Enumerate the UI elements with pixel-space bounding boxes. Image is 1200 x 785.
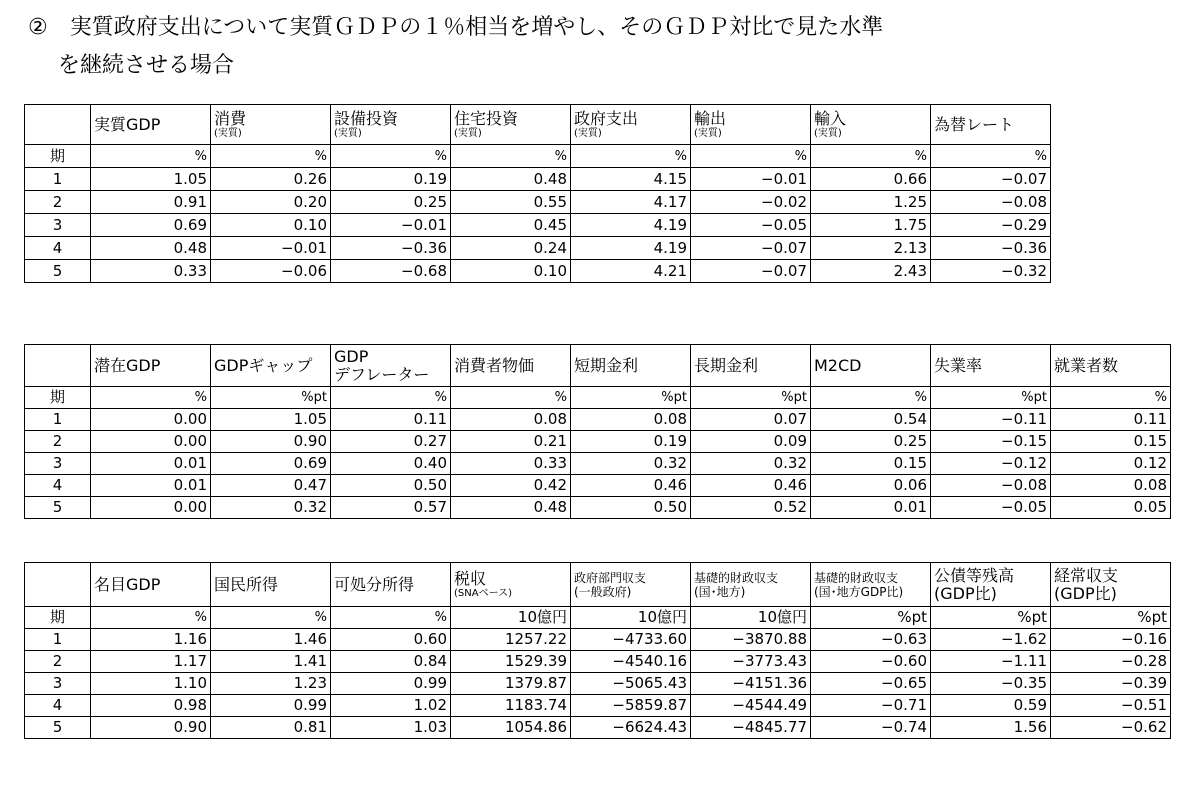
period-label: 期 <box>25 145 91 168</box>
unit-cell: %pt <box>691 387 811 409</box>
value-cell: 0.48 <box>91 237 211 260</box>
value-cell: 0.99 <box>331 673 451 695</box>
title-line-1: ② 実質政府支出について実質ＧＤＰの１％相当を増やし、そのＧＤＰ対比で見た水準 <box>28 15 884 40</box>
value-cell: 0.32 <box>211 497 331 519</box>
value-cell: 0.66 <box>811 168 931 191</box>
table-row <box>25 409 1171 431</box>
unit-cell: % <box>691 145 811 168</box>
value-cell: 0.08 <box>451 409 571 431</box>
period-cell: 4 <box>25 237 91 260</box>
value-cell: −0.51 <box>1051 695 1171 717</box>
table-row <box>25 497 1171 519</box>
column-header-label-2: (GDP比) <box>934 584 997 603</box>
value-cell: 0.06 <box>811 475 931 497</box>
period-cell: 5 <box>25 260 91 283</box>
value-cell: −3870.88 <box>691 629 811 651</box>
value-cell: 1.05 <box>211 409 331 431</box>
unit-cell: 10億円 <box>571 607 691 629</box>
column-header-label: 政府部門収支 <box>574 570 647 585</box>
column-header <box>931 345 1051 387</box>
table-row <box>25 191 1051 214</box>
column-header <box>211 105 331 145</box>
unit-cell: % <box>811 145 931 168</box>
corner-cell <box>25 345 91 387</box>
value-cell: 1.16 <box>91 629 211 651</box>
column-header <box>691 345 811 387</box>
value-cell: −4544.49 <box>691 695 811 717</box>
value-cell: 1.56 <box>931 717 1051 739</box>
unit-cell: % <box>451 145 571 168</box>
value-cell: 0.46 <box>691 475 811 497</box>
value-cell: 0.84 <box>331 651 451 673</box>
value-cell: −0.28 <box>1051 651 1171 673</box>
column-header <box>691 563 811 607</box>
value-cell: 1.23 <box>211 673 331 695</box>
table-prices-labor <box>24 344 1171 519</box>
column-header-label: 輸出 <box>694 109 727 128</box>
value-cell: 0.81 <box>211 717 331 739</box>
unit-cell: % <box>91 145 211 168</box>
value-cell: 1.41 <box>211 651 331 673</box>
column-header <box>811 105 931 145</box>
column-header-sublabel: (実質) <box>214 128 242 139</box>
page-title <box>28 14 1188 80</box>
value-cell: 0.20 <box>211 191 331 214</box>
value-cell: −0.08 <box>931 475 1051 497</box>
value-cell: 0.08 <box>1051 475 1171 497</box>
unit-cell: % <box>211 145 331 168</box>
value-cell: 2.43 <box>811 260 931 283</box>
value-cell: 1.17 <box>91 651 211 673</box>
column-header-label: 輸入 <box>814 109 847 128</box>
unit-row <box>25 387 1171 409</box>
value-cell: 0.25 <box>331 191 451 214</box>
column-header-label: 基礎的財政収支 <box>694 570 779 585</box>
value-cell: −0.36 <box>331 237 451 260</box>
column-header <box>931 563 1051 607</box>
column-header <box>691 105 811 145</box>
column-header <box>91 105 211 145</box>
value-cell: 0.24 <box>451 237 571 260</box>
column-header-label: 国民所得 <box>214 574 279 594</box>
corner-cell <box>25 105 91 145</box>
value-cell: 0.00 <box>91 497 211 519</box>
value-cell: 0.11 <box>1051 409 1171 431</box>
column-header-label: GDP <box>334 347 369 366</box>
column-header <box>91 563 211 607</box>
period-cell: 2 <box>25 431 91 453</box>
value-cell: 0.54 <box>811 409 931 431</box>
period-cell: 1 <box>25 168 91 191</box>
title-line-2: を継続させる場合 <box>58 53 235 78</box>
unit-cell: % <box>91 387 211 409</box>
value-cell: 0.00 <box>91 431 211 453</box>
value-cell: 1.46 <box>211 629 331 651</box>
table-row <box>25 717 1171 739</box>
column-header-label-2: (国･地方GDP比) <box>814 584 904 599</box>
value-cell: 0.32 <box>571 453 691 475</box>
unit-cell: %pt <box>1051 607 1171 629</box>
period-cell: 3 <box>25 214 91 237</box>
value-cell: 2.13 <box>811 237 931 260</box>
value-cell: 0.47 <box>211 475 331 497</box>
column-header <box>811 345 931 387</box>
column-header-label: M2CD <box>814 355 862 375</box>
value-cell: 0.99 <box>211 695 331 717</box>
unit-cell: %pt <box>811 607 931 629</box>
value-cell: −0.12 <box>931 453 1051 475</box>
value-cell: 0.01 <box>811 497 931 519</box>
column-header-label: 為替レート <box>934 114 1015 134</box>
unit-cell: % <box>571 145 691 168</box>
table-row <box>25 214 1051 237</box>
period-cell: 4 <box>25 475 91 497</box>
period-cell: 3 <box>25 673 91 695</box>
column-header-label: 住宅投資 <box>454 109 519 128</box>
value-cell: 0.59 <box>931 695 1051 717</box>
column-header-sublabel: (SNAベース) <box>454 588 512 599</box>
value-cell: 0.69 <box>91 214 211 237</box>
unit-cell: %pt <box>931 607 1051 629</box>
value-cell: −0.05 <box>931 497 1051 519</box>
period-cell: 2 <box>25 191 91 214</box>
value-cell: −0.63 <box>811 629 931 651</box>
table-row <box>25 673 1171 695</box>
column-header-label: 消費者物価 <box>454 355 535 375</box>
value-cell: 1054.86 <box>451 717 571 739</box>
unit-cell: %pt <box>571 387 691 409</box>
value-cell: 1529.39 <box>451 651 571 673</box>
column-header <box>331 345 451 387</box>
value-cell: −4733.60 <box>571 629 691 651</box>
column-header <box>571 345 691 387</box>
value-cell: 0.12 <box>1051 453 1171 475</box>
value-cell: 0.07 <box>691 409 811 431</box>
column-header-label: 長期金利 <box>694 355 759 375</box>
column-header-label: 名目GDP <box>94 574 161 594</box>
value-cell: 0.91 <box>91 191 211 214</box>
header-row <box>25 563 1171 607</box>
value-cell: −5859.87 <box>571 695 691 717</box>
value-cell: 0.27 <box>331 431 451 453</box>
period-cell: 3 <box>25 453 91 475</box>
value-cell: 1.02 <box>331 695 451 717</box>
column-header-label: 公債等残高 <box>934 566 1015 585</box>
column-header-label-2: (GDP比) <box>1054 584 1117 603</box>
value-cell: 0.05 <box>1051 497 1171 519</box>
column-header <box>1051 563 1171 607</box>
value-cell: 0.01 <box>91 475 211 497</box>
unit-cell: 10億円 <box>691 607 811 629</box>
column-header <box>451 345 571 387</box>
column-header <box>571 563 691 607</box>
column-header <box>91 345 211 387</box>
unit-cell: % <box>811 387 931 409</box>
header-row <box>25 345 1171 387</box>
table-row <box>25 260 1051 283</box>
value-cell: 0.90 <box>211 431 331 453</box>
unit-cell: % <box>931 145 1051 168</box>
value-cell: 0.21 <box>451 431 571 453</box>
unit-cell: 10億円 <box>451 607 571 629</box>
value-cell: −0.02 <box>691 191 811 214</box>
column-header-sublabel: (実質) <box>814 128 842 139</box>
column-header-sublabel: (実質) <box>454 128 482 139</box>
unit-cell: % <box>331 607 451 629</box>
column-header-label: 失業率 <box>934 355 983 375</box>
value-cell: −0.07 <box>931 168 1051 191</box>
value-cell: 0.50 <box>571 497 691 519</box>
column-header <box>331 563 451 607</box>
value-cell: 4.17 <box>571 191 691 214</box>
value-cell: −0.62 <box>1051 717 1171 739</box>
column-header-sublabel: (実質) <box>334 128 362 139</box>
value-cell: −0.68 <box>331 260 451 283</box>
value-cell: −1.11 <box>931 651 1051 673</box>
value-cell: −0.35 <box>931 673 1051 695</box>
column-header-label-2: デフレーター <box>334 365 430 384</box>
period-cell: 5 <box>25 497 91 519</box>
period-cell: 4 <box>25 695 91 717</box>
table-real-economy <box>24 104 1051 283</box>
column-header-label: 経常収支 <box>1054 566 1119 585</box>
value-cell: −0.16 <box>1051 629 1171 651</box>
value-cell: −4151.36 <box>691 673 811 695</box>
column-header-sublabel: (実質) <box>574 128 602 139</box>
value-cell: 0.26 <box>211 168 331 191</box>
column-header-label-2: (国･地方) <box>694 584 746 599</box>
column-header-label: 税収 <box>454 569 487 588</box>
value-cell: 0.15 <box>811 453 931 475</box>
period-label: 期 <box>25 387 91 409</box>
column-header <box>211 345 331 387</box>
unit-cell: % <box>91 607 211 629</box>
value-cell: −0.08 <box>931 191 1051 214</box>
value-cell: 0.48 <box>451 168 571 191</box>
value-cell: −0.05 <box>691 214 811 237</box>
value-cell: −0.01 <box>331 214 451 237</box>
column-header-label: 消費 <box>214 109 247 128</box>
value-cell: 0.55 <box>451 191 571 214</box>
value-cell: 1183.74 <box>451 695 571 717</box>
value-cell: 0.45 <box>451 214 571 237</box>
value-cell: 0.10 <box>211 214 331 237</box>
value-cell: −0.11 <box>931 409 1051 431</box>
table-row <box>25 695 1171 717</box>
value-cell: 0.32 <box>691 453 811 475</box>
value-cell: 0.10 <box>451 260 571 283</box>
value-cell: 0.33 <box>451 453 571 475</box>
table-row <box>25 475 1171 497</box>
value-cell: 0.52 <box>691 497 811 519</box>
value-cell: −0.07 <box>691 260 811 283</box>
period-cell: 5 <box>25 717 91 739</box>
value-cell: 4.19 <box>571 214 691 237</box>
unit-cell: % <box>1051 387 1171 409</box>
table-income-fiscal <box>24 562 1171 739</box>
value-cell: 1.05 <box>91 168 211 191</box>
header-row <box>25 105 1051 145</box>
value-cell: 1.75 <box>811 214 931 237</box>
value-cell: −0.65 <box>811 673 931 695</box>
value-cell: 0.19 <box>571 431 691 453</box>
column-header-label: 実質GDP <box>94 114 161 134</box>
value-cell: 0.90 <box>91 717 211 739</box>
value-cell: 0.15 <box>1051 431 1171 453</box>
unit-cell: % <box>331 387 451 409</box>
value-cell: 0.98 <box>91 695 211 717</box>
table-row <box>25 168 1051 191</box>
column-header <box>571 105 691 145</box>
value-cell: −4845.77 <box>691 717 811 739</box>
value-cell: −0.01 <box>691 168 811 191</box>
column-header-label: 就業者数 <box>1054 355 1119 375</box>
value-cell: 1379.87 <box>451 673 571 695</box>
value-cell: −0.15 <box>931 431 1051 453</box>
value-cell: 0.48 <box>451 497 571 519</box>
column-header-label: 設備投資 <box>334 109 399 128</box>
value-cell: 0.57 <box>331 497 451 519</box>
unit-cell: %pt <box>931 387 1051 409</box>
value-cell: 0.25 <box>811 431 931 453</box>
value-cell: 0.33 <box>91 260 211 283</box>
value-cell: 4.15 <box>571 168 691 191</box>
value-cell: 0.50 <box>331 475 451 497</box>
value-cell: 1.25 <box>811 191 931 214</box>
value-cell: 4.21 <box>571 260 691 283</box>
column-header <box>451 105 571 145</box>
value-cell: 0.09 <box>691 431 811 453</box>
value-cell: 0.08 <box>571 409 691 431</box>
period-cell: 2 <box>25 651 91 673</box>
column-header <box>931 105 1051 145</box>
column-header-label: 可処分所得 <box>334 574 415 594</box>
unit-row <box>25 607 1171 629</box>
unit-row <box>25 145 1051 168</box>
value-cell: 1.10 <box>91 673 211 695</box>
value-cell: −0.32 <box>931 260 1051 283</box>
value-cell: −0.06 <box>211 260 331 283</box>
column-header-label-2: (一般政府) <box>574 584 632 599</box>
value-cell: −0.60 <box>811 651 931 673</box>
value-cell: −3773.43 <box>691 651 811 673</box>
column-header-label: 基礎的財政収支 <box>814 570 899 585</box>
unit-cell: % <box>331 145 451 168</box>
value-cell: 4.19 <box>571 237 691 260</box>
unit-cell: % <box>451 387 571 409</box>
value-cell: −0.74 <box>811 717 931 739</box>
value-cell: −0.36 <box>931 237 1051 260</box>
value-cell: −0.71 <box>811 695 931 717</box>
unit-cell: % <box>211 607 331 629</box>
value-cell: 1257.22 <box>451 629 571 651</box>
column-header <box>1051 345 1171 387</box>
value-cell: 1.03 <box>331 717 451 739</box>
value-cell: −5065.43 <box>571 673 691 695</box>
table-row <box>25 651 1171 673</box>
table-row <box>25 237 1051 260</box>
table-row <box>25 629 1171 651</box>
column-header <box>451 563 571 607</box>
value-cell: 0.01 <box>91 453 211 475</box>
unit-cell: %pt <box>211 387 331 409</box>
column-header <box>331 105 451 145</box>
period-cell: 1 <box>25 629 91 651</box>
period-cell: 1 <box>25 409 91 431</box>
column-header-label: 短期金利 <box>574 355 639 375</box>
column-header <box>811 563 931 607</box>
corner-cell <box>25 563 91 607</box>
column-header-sublabel: (実質) <box>694 128 722 139</box>
value-cell: −6624.43 <box>571 717 691 739</box>
value-cell: −0.01 <box>211 237 331 260</box>
value-cell: −0.29 <box>931 214 1051 237</box>
value-cell: 0.46 <box>571 475 691 497</box>
column-header-label: GDPギャップ <box>214 355 313 375</box>
value-cell: −4540.16 <box>571 651 691 673</box>
column-header <box>211 563 331 607</box>
value-cell: 0.69 <box>211 453 331 475</box>
value-cell: 0.19 <box>331 168 451 191</box>
value-cell: −0.39 <box>1051 673 1171 695</box>
value-cell: 0.00 <box>91 409 211 431</box>
value-cell: −0.07 <box>691 237 811 260</box>
column-header-label: 政府支出 <box>574 109 639 128</box>
value-cell: 0.60 <box>331 629 451 651</box>
value-cell: 0.40 <box>331 453 451 475</box>
table-row <box>25 431 1171 453</box>
value-cell: −1.62 <box>931 629 1051 651</box>
column-header-label: 潜在GDP <box>94 355 161 375</box>
table-row <box>25 453 1171 475</box>
value-cell: 0.42 <box>451 475 571 497</box>
value-cell: 0.11 <box>331 409 451 431</box>
period-label: 期 <box>25 607 91 629</box>
